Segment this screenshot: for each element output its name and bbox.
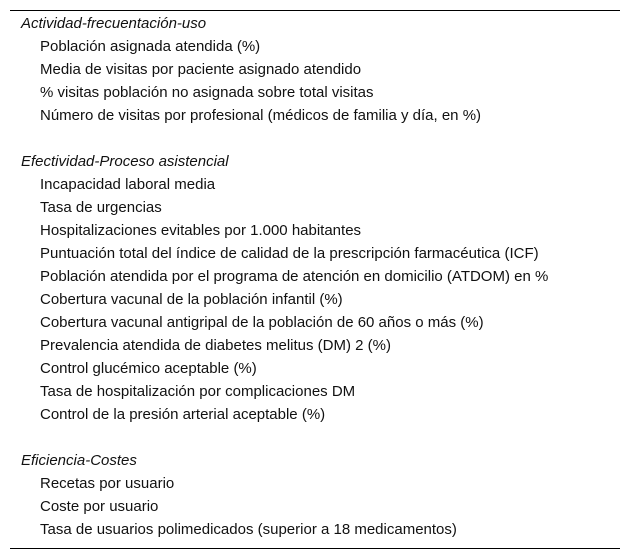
list-item: Coste por usuario	[40, 498, 159, 515]
section-heading-eficiencia: Eficiencia-Costes	[21, 452, 137, 469]
list-item: Hospitalizaciones evitables por 1.000 habitantes	[40, 222, 362, 239]
list-item: Control de la presión arterial aceptable (%)	[40, 406, 326, 423]
list-item: Puntuación total del índice de calidad de la prescripción farmacéutica (ICF)	[40, 245, 539, 262]
list-item: Prevalencia atendida de diabetes melitus (DM) 2 (%)	[40, 337, 391, 354]
list-item: Recetas por usuario	[40, 475, 175, 492]
list-item: Incapacidad laboral media	[40, 176, 216, 193]
list-item: Cobertura vacunal de la población infantil (%)	[40, 291, 343, 308]
list-item: Población asignada atendida (%)	[40, 38, 261, 55]
list-item: Media de visitas por paciente asignado atendido	[40, 61, 362, 78]
list-item: Tasa de hospitalización por complicaciones DM	[40, 383, 356, 400]
section-heading-actividad: Actividad-frecuentación-uso	[21, 15, 207, 32]
list-item: % visitas población no asignada sobre total visitas	[40, 84, 374, 101]
list-item: Tasa de urgencias	[40, 199, 162, 216]
list-item: Número de visitas por profesional (médicos de familia y día, en %)	[40, 107, 482, 124]
list-item: Control glucémico aceptable (%)	[40, 360, 257, 377]
indicator-table	[10, 10, 620, 549]
list-item: Tasa de usuarios polimedicados (superior a 18 medicamentos)	[40, 521, 457, 538]
list-item: Población atendida por el programa de atención en domicilio (ATDOM) en %	[40, 268, 549, 285]
list-item: Cobertura vacunal antigripal de la población de 60 años o más (%)	[40, 314, 484, 331]
section-heading-efectividad: Efectividad-Proceso asistencial	[21, 153, 229, 170]
